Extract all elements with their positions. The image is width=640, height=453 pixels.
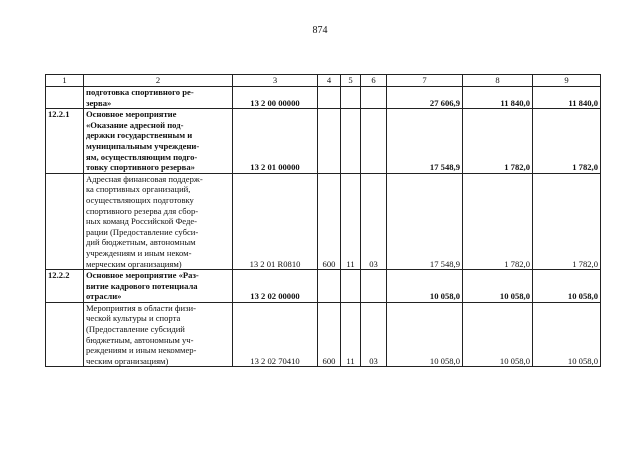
name-line: Мероприятия в области физи- <box>86 302 196 313</box>
value-cell-7: 17 548,9 <box>387 173 463 269</box>
value-cell-7: 10 058,0 <box>387 302 463 367</box>
value-cell-7: 27 606,9 <box>387 87 463 109</box>
value-cell-8: 10 058,0 <box>463 302 533 367</box>
col5-cell <box>341 270 361 303</box>
name-line: бюджетным, автономным уч- <box>86 334 194 345</box>
value-cell-9: 10 058,0 <box>533 270 601 303</box>
table-row <box>46 302 601 367</box>
header-cell: 7 <box>387 75 463 87</box>
name-line: ных команд Российской Феде- <box>86 216 198 227</box>
value-cell-7: 17 548,9 <box>387 109 463 174</box>
name-line: муниципальным учреждени- <box>86 140 200 151</box>
col4-cell <box>318 109 341 174</box>
row-number-cell <box>46 302 84 367</box>
header-cell: 2 <box>84 75 233 87</box>
name-line: витие кадрового потенциала <box>86 280 198 291</box>
name-line: учреждениям и иным неком- <box>86 247 192 258</box>
row-number-cell <box>46 87 84 109</box>
value-cell-9: 11 840,0 <box>533 87 601 109</box>
name-line: зерва» <box>86 97 112 108</box>
row-number-cell <box>46 173 84 269</box>
row-number-cell: 12.2.1 <box>46 109 84 174</box>
value-cell-7: 10 058,0 <box>387 270 463 303</box>
col4-cell: 600 <box>318 302 341 367</box>
name-line: «Оказание адресной под- <box>86 119 184 130</box>
col6-cell: 03 <box>361 302 387 367</box>
value-cell-9: 1 782,0 <box>533 109 601 174</box>
row-name-cell <box>84 173 233 269</box>
col5-cell <box>341 109 361 174</box>
header-cell: 6 <box>361 75 387 87</box>
col5-cell: 11 <box>341 302 361 367</box>
name-line: спортивного резерва для сбор- <box>86 205 199 216</box>
col6-cell <box>361 109 387 174</box>
name-line: ческим организациям) <box>86 355 169 366</box>
name-line: отрасли» <box>86 291 122 302</box>
table-body <box>46 87 601 367</box>
name-line: ям, осуществляющим подго- <box>86 151 198 162</box>
row-name-cell <box>84 270 233 303</box>
table-row <box>46 109 601 174</box>
name-line: мерческим организациям) <box>86 258 182 269</box>
name-line: Основное мероприятие <box>86 109 177 120</box>
row-number-cell: 12.2.2 <box>46 270 84 303</box>
code-cell: 13 2 02 00000 <box>233 270 318 303</box>
value-cell-8: 1 782,0 <box>463 109 533 174</box>
name-line: (Предоставление субсидий <box>86 324 185 335</box>
name-line: ческой культуры и спорта <box>86 313 181 324</box>
name-line: реждениям и иным некоммер- <box>86 345 197 356</box>
col6-cell <box>361 87 387 109</box>
table-row <box>46 173 601 269</box>
col5-cell: 11 <box>341 173 361 269</box>
name-line: держки государственным и <box>86 130 193 141</box>
row-name-cell <box>84 109 233 174</box>
page-number: 874 <box>312 25 328 36</box>
header-cell: 1 <box>46 75 84 87</box>
header-cell: 3 <box>233 75 318 87</box>
col6-cell: 03 <box>361 173 387 269</box>
name-line: подготовка спортивного ре- <box>86 87 194 97</box>
code-cell: 13 2 01 R0810 <box>233 173 318 269</box>
value-cell-9: 1 782,0 <box>533 173 601 269</box>
name-line: ка спортивных организаций, <box>86 184 191 195</box>
table-row <box>46 270 601 303</box>
header-cell: 8 <box>463 75 533 87</box>
header-row <box>46 75 601 87</box>
name-line: осуществляющих подготовку <box>86 194 194 205</box>
code-cell: 13 2 01 00000 <box>233 109 318 174</box>
name-line: товку спортивного резерва» <box>86 162 195 173</box>
name-line: дий бюджетным, автономным <box>86 237 196 248</box>
value-cell-8: 11 840,0 <box>463 87 533 109</box>
col4-cell: 600 <box>318 173 341 269</box>
code-cell: 13 2 02 70410 <box>233 302 318 367</box>
header-cell: 9 <box>533 75 601 87</box>
header-cell: 4 <box>318 75 341 87</box>
value-cell-8: 1 782,0 <box>463 173 533 269</box>
col6-cell <box>361 270 387 303</box>
name-line: Основное мероприятие «Раз- <box>86 270 199 281</box>
header-cell: 5 <box>341 75 361 87</box>
table-row <box>46 87 601 109</box>
col4-cell <box>318 270 341 303</box>
name-line: рации (Предоставление субси- <box>86 226 199 237</box>
row-name-cell <box>84 87 233 109</box>
col5-cell <box>341 87 361 109</box>
value-cell-8: 10 058,0 <box>463 270 533 303</box>
budget-table <box>45 74 601 367</box>
col4-cell <box>318 87 341 109</box>
row-name-cell <box>84 302 233 367</box>
name-line: Адресная финансовая поддерж- <box>86 173 203 184</box>
value-cell-9: 10 058,0 <box>533 302 601 367</box>
code-cell: 13 2 00 00000 <box>233 87 318 109</box>
